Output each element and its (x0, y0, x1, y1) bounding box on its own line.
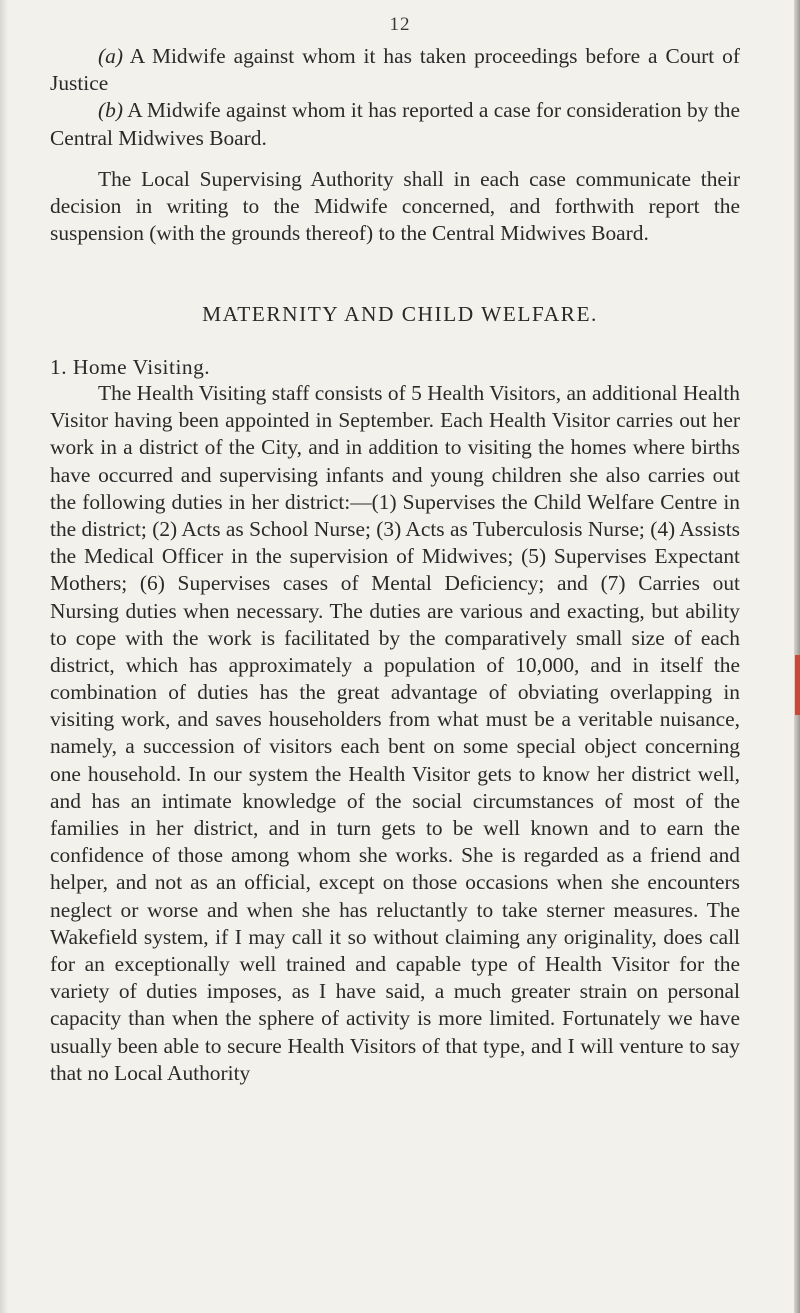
list-item-b (50, 97, 740, 151)
paragraph-1: The Local Supervising Authority shall in each case communicate their decision in writing to the Midwife concerned, and forthwith report the suspension (with the grounds thereof) to the Central Midwives Board. (50, 167, 740, 246)
paragraph-home-visiting: The Health Visiting staff consists of 5 Health Visitors, an additional Health Visitor having been appointed in September. Each Health Visitor carries out her work in a district of the City, and in addition to visiting the homes where births have occurred and supervising infants and young children she also carries out the following duties in her district:—(1) Supervises the Child Welfare Centre in the district; (2) Acts as School Nurse; (3) Acts as Tuberculosis Nurse; (4) Assists the Medical Officer in the supervision of Midwives; (5) Supervises Expectant Mothers; (6) Supervises cases of Mental Deficiency; and (7) Carries out Nursing duties when necessary. The duties are various and exacting, but ability to cope with the work is facilitated by the comparatively small size of each district, which has approximately a population of 10,000, and in itself the combination of duties has the great advantage of obviating overlapping in visiting work, and saves householders from what must be a veritable nuisance, namely, a succession of visitors each bent on some special object concerning one household. In our system the Health Visitor gets to know her district well, and has an intimate knowledge of the social circumstances of most of the families in her district, and in turn gets to be well known and to earn the confidence of those among whom she works. She is regarded as a friend and helper, and not as an official, except on those occasions when she encounters neglect or worse and when she has reluctantly to take sterner measures. The Wakefield system, if I may call it so without claiming any originality, does call for an exceptionally well trained and capable type of Health Visitor for the variety of duties imposes, as I have said, a much greater strain on personal capacity than when the sphere of activity is more limited. Fortunately we have usually been able to secure Health Visitors of that type, and I will venture to say that no Local Authority (50, 381, 740, 1085)
list-item-b-text: A Midwife against whom it has reported a case for consideration by the Central Midwives Board. (50, 98, 740, 150)
list-item-a (50, 43, 740, 97)
section-subheading: 1. Home Visiting. (50, 355, 211, 379)
page-number: 12 (389, 14, 411, 35)
list-item-a-label: (a) (98, 44, 123, 68)
list-item-b-label: (b) (98, 98, 123, 123)
page-left-shadow (0, 0, 8, 1313)
list-items (50, 43, 740, 152)
section-heading: MATERNITY AND CHILD WELFARE. (202, 302, 598, 326)
list-item-a-text: A Midwife against whom it has taken proceedings before a Court of Justice (50, 44, 740, 96)
page-edge-mark (795, 655, 800, 715)
paragraph-suspension (50, 166, 740, 248)
